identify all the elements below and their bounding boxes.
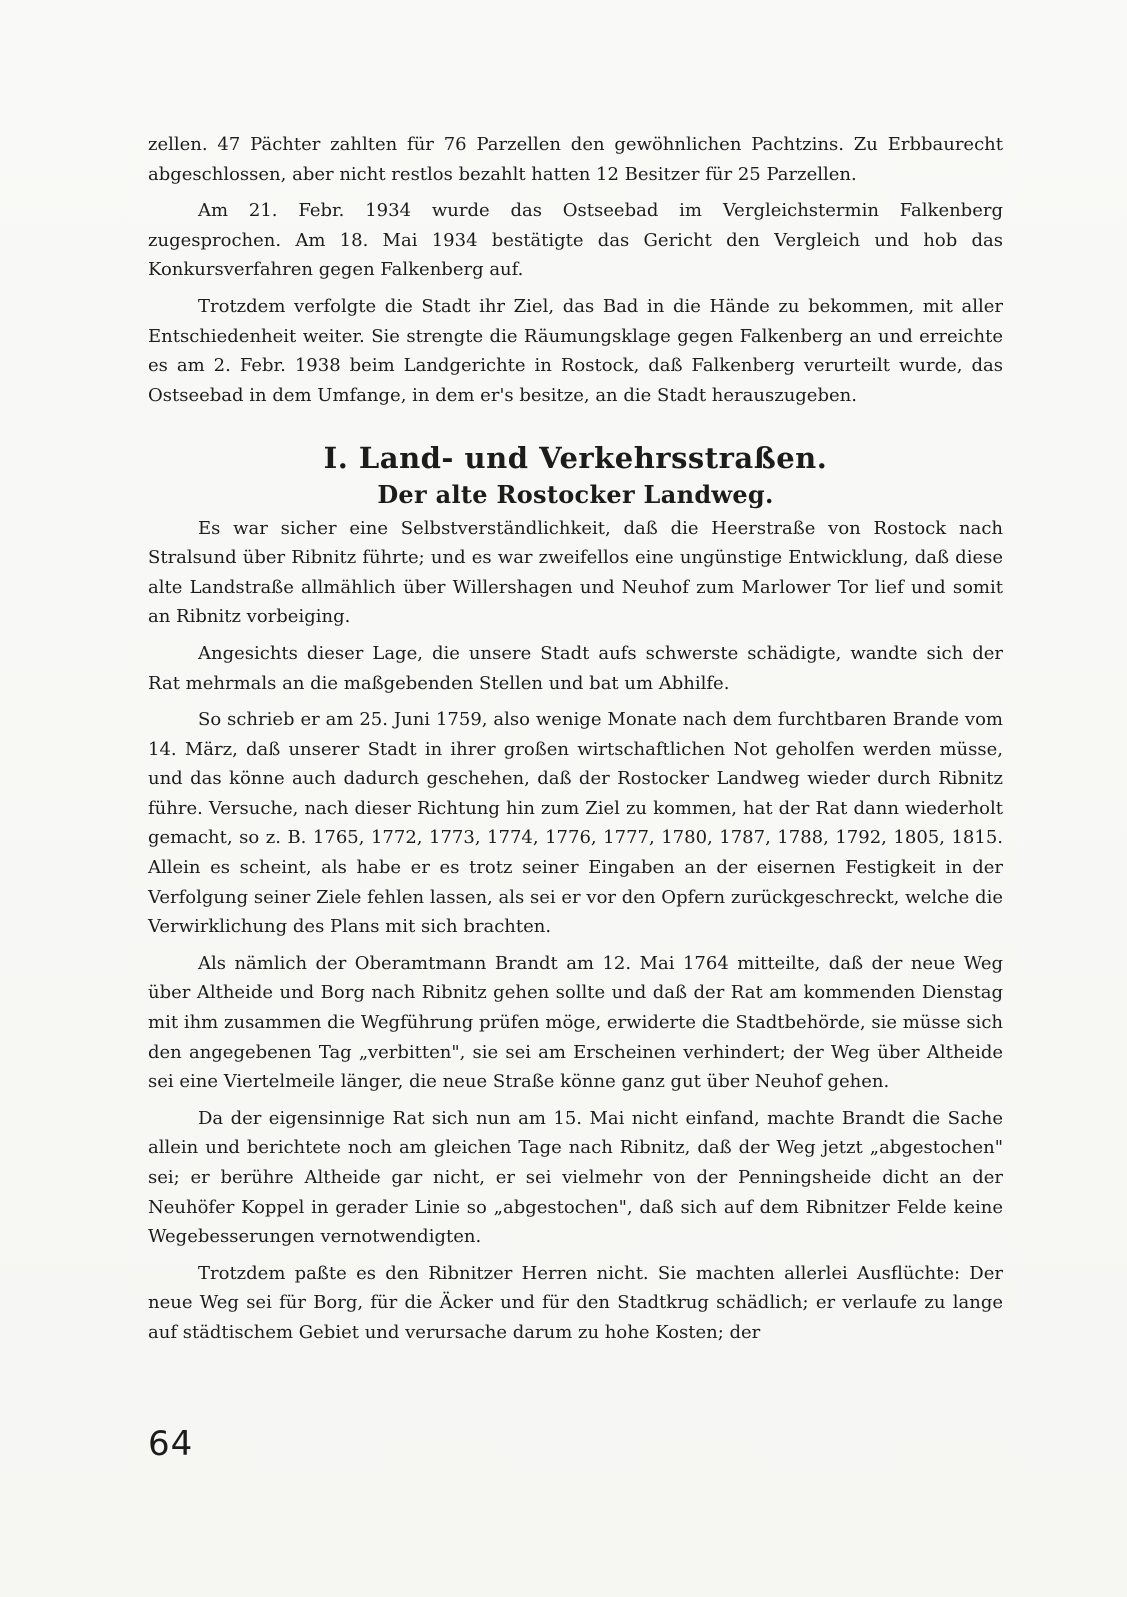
page-body: [148, 130, 1003, 1355]
paragraph-9: Trotzdem paßte es den Ribnitzer Herren nicht. Sie machten allerlei Ausflüchte: Der neue Weg sei für Borg, für die Äcker und für den Stadtkrug schädlich; er verlaufe zu lange auf städtischem Gebiet und verursache darum zu hohe Kosten; der: [148, 1262, 1003, 1343]
paragraph-8: Da der eigensinnige Rat sich nun am 15. Mai nicht einfand, machte Brandt die Sache allein und berichtete noch am gleichen Tage nach Ribnitz, daß der Weg jetzt „abgestochen" sei; er berühre Altheide gar nicht, er sei vielmehr von der Penningsheide dicht an der Neuhöfer Koppel in gerader Linie so „abgestochen", daß sich auf dem Ribnitzer Felde keine Wegebesserungen vernotwendigten.: [148, 1107, 1003, 1248]
paragraph-2: Am 21. Febr. 1934 wurde das Ostseebad im Vergleichstermin Falkenberg zugesprochen. Am 18. Mai 1934 bestätigte das Gericht den Vergleich und hob das Konkursverfahren gegen Falkenberg auf.: [148, 200, 1003, 281]
paragraph-4: Es war sicher eine Selbstverständlichkeit, daß die Heerstraße von Rostock nach Stralsund über Ribnitz führte; und es war zweifellos eine ungünstige Entwicklung, daß diese alte Landstraße allmählich über Willershagen und Neuhof zum Marlower Tor lief und somit an Ribnitz vorbeiging.: [148, 517, 1003, 628]
paragraph-5: Angesichts dieser Lage, die unsere Stadt aufs schwerste schädigte, wandte sich der Rat mehrmals an die maßgebenden Stellen und bat um Abhilfe.: [148, 642, 1003, 694]
paragraph-1: zellen. 47 Pächter zahlten für 76 Parzellen den gewöhnlichen Pachtzins. Zu Erbbaurecht abgeschlossen, aber nicht restlos bezahlt hatten 12 Besitzer für 25 Parzellen.: [148, 134, 1003, 185]
chapter-title: I. Land- und Verkehrsstraßen.: [323, 441, 828, 476]
page-number: 64: [148, 1424, 194, 1464]
paragraph-7: Als nämlich der Oberamtmann Brandt am 12. Mai 1764 mitteilte, daß der neue Weg über Altheide und Borg nach Ribnitz gehen sollte und daß der Rat am kommenden Dienstag mit ihm zusammen die Wegführung prüfen möge, erwiderte die Stadtbehörde, sie müsse sich den angegebenen Tag „verbitten", sie sei am Erscheinen verhindert; der Weg über Altheide sei eine Viertelmeile länger, die neue Straße könne ganz gut über Neuhof gehen.: [148, 952, 1003, 1093]
paragraph-6: So schrieb er am 25. Juni 1759, also wenige Monate nach dem furchtbaren Brande vom 14. März, daß unserer Stadt in ihrer großen wirtschaftlichen Not geholfen werden müsse, und das könne auch dadurch geschehen, daß der Rostocker Landweg wieder durch Ribnitz führe. Versuche, nach dieser Richtung hin zum Ziel zu kommen, hat der Rat dann wiederholt gemacht, so z. B. 1765, 1772, 1773, 1774, 1776, 1777, 1780, 1787, 1788, 1792, 1805, 1815. Allein es scheint, als habe er es trotz seiner Eingaben an der eisernen Festigkeit in der Verfolgung seiner Ziele fehlen lassen, als sei er vor den Opfern zurückgeschreckt, welche die Verwirklichung des Plans mit sich brachten.: [148, 709, 1003, 938]
paragraph-3: Trotzdem verfolgte die Stadt ihr Ziel, das Bad in die Hände zu bekommen, mit aller Entschiedenheit weiter. Sie strengte die Räumungsklage gegen Falkenberg an und erreichte es am 2. Febr. 1938 beim Landgerichte in Rostock, daß Falkenberg verurteilt wurde, das Ostseebad in dem Umfange, in dem er's besitze, an die Stadt herauszugeben.: [148, 295, 1003, 406]
section-title: Der alte Rostocker Landweg.: [377, 479, 774, 509]
